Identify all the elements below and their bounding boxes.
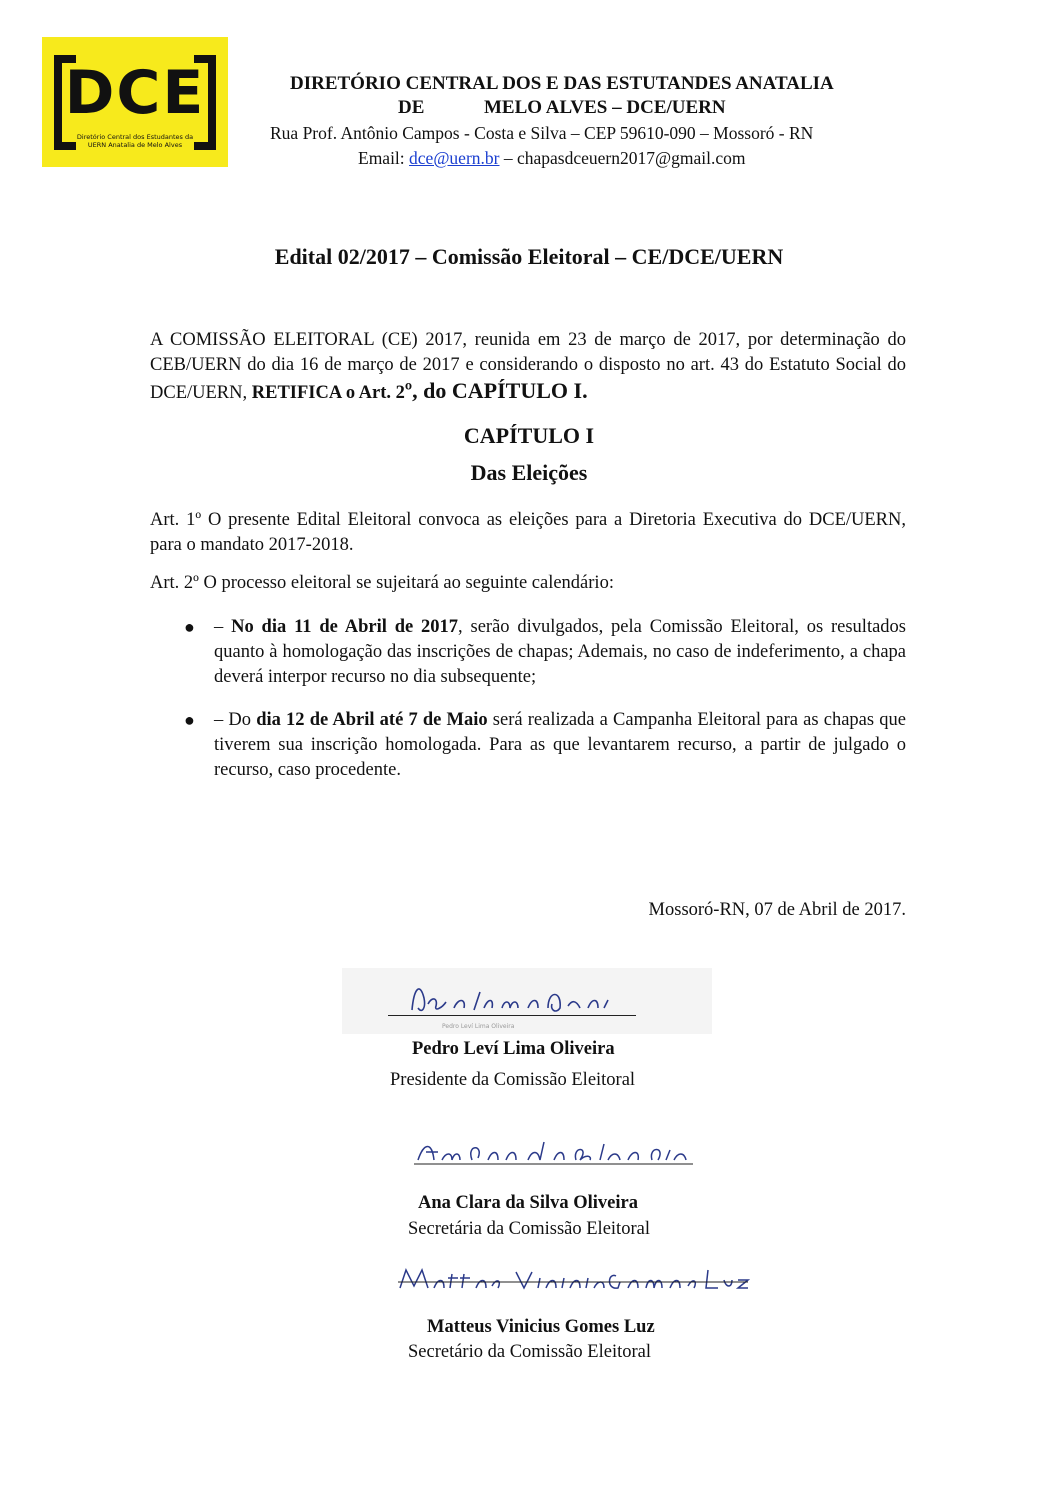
bullet-item-1 <box>214 615 906 690</box>
intro-text: A COMISSÃO ELEITORAL (CE) 2017, reunida em 23 de março de 2017, por determinação do CEB/UERN do dia 16 de março de 2017 e considerando o disposto no art. 43 do Estatuto Social do DCE/UERN, <box>150 330 906 403</box>
chapter-subtitle: Das Eleições <box>470 460 588 485</box>
bullet-1-rest: , serão divulgados, pela Comissão Eleitoral, os resultados quanto à homologação das inscrições de chapas; Ademais, no caso de indeferimento, a chapa deverá interpor recurso no dia subsequente; <box>214 617 906 687</box>
bullet-2-rest: será realizada a Campanha Eleitoral para as chapas que tiverem sua inscrição homologada. Para as que levantarem recurso, a partir de julgado o recurso, caso procedente. <box>214 710 906 780</box>
signature-1-line <box>388 1015 636 1016</box>
signature-3-role: Secretário da Comissão Eleitoral <box>408 1342 651 1362</box>
signature-2-image <box>408 1130 698 1170</box>
intro-bold-retifica: RETIFICA o Art. 2 <box>251 383 405 403</box>
email-rest: – chapasdceuern2017@gmail.com <box>503 148 746 168</box>
signature-2-role: Secretária da Comissão Eleitoral <box>408 1219 650 1239</box>
document-title: Edital 02/2017 – Comissão Eleitoral – CE/DCE/UERN <box>274 244 784 269</box>
signature-1-name: Pedro Leví Lima Oliveira <box>412 1039 615 1059</box>
email-label: Email: <box>358 148 405 168</box>
org-email <box>358 146 745 170</box>
org-name-line2b: MELO ALVES – DCE/UERN <box>484 97 726 118</box>
intro-bold-capitulo: º, do CAPÍTULO I. <box>404 378 588 403</box>
article-2: Art. 2º O processo eleitoral se sujeitará ao seguinte calendário: <box>150 573 614 593</box>
bullet-dot-2: ● <box>184 710 195 730</box>
org-name-line1: DIRETÓRIO CENTRAL DOS E DAS ESTUTANDES ANATALIA <box>290 73 834 94</box>
email-link[interactable]: dce@uern.br <box>409 148 500 168</box>
org-address: Rua Prof. Antônio Campos - Costa e Silva – CEP 59610-090 – Mossoró - RN <box>270 123 814 143</box>
chapter-title: CAPÍTULO I <box>463 423 595 448</box>
logo-subtext: Diretório Central dos Estudantes da UERN Anatalia de Melo Alves <box>76 133 194 149</box>
signature-1-image <box>342 968 712 1034</box>
article-1: Art. 1º O presente Edital Eleitoral convoca as eleições para a Diretoria Executiva do DCE/UERN, para o mandato 2017-2018. <box>150 510 906 555</box>
intro-paragraph <box>150 328 906 406</box>
bullet-item-2 <box>214 708 906 783</box>
document-date: Mossoró-RN, 07 de Abril de 2017. <box>648 900 906 920</box>
signature-2-name: Ana Clara da Silva Oliveira <box>418 1193 638 1213</box>
signature-1-role: Presidente da Comissão Eleitoral <box>390 1070 636 1090</box>
org-name-line2a: DE <box>398 97 425 118</box>
bullet-dot-1: ● <box>184 617 195 637</box>
bullet-1-prefix: – <box>214 617 232 637</box>
dce-logo <box>42 37 228 167</box>
signature-3-name: Matteus Vinicius Gomes Luz <box>427 1317 655 1337</box>
bullet-2-bold: dia 12 de Abril até 7 de Maio <box>256 710 488 730</box>
bullet-1-bold: No dia 11 de Abril de 2017 <box>231 617 459 637</box>
bullet-2-prefix: – Do <box>214 710 257 730</box>
signature-3-image <box>392 1262 752 1300</box>
logo-text: DCE <box>64 58 206 128</box>
signature-1-printed-faint: Pedro Leví Lima Oliveira <box>442 1023 515 1030</box>
